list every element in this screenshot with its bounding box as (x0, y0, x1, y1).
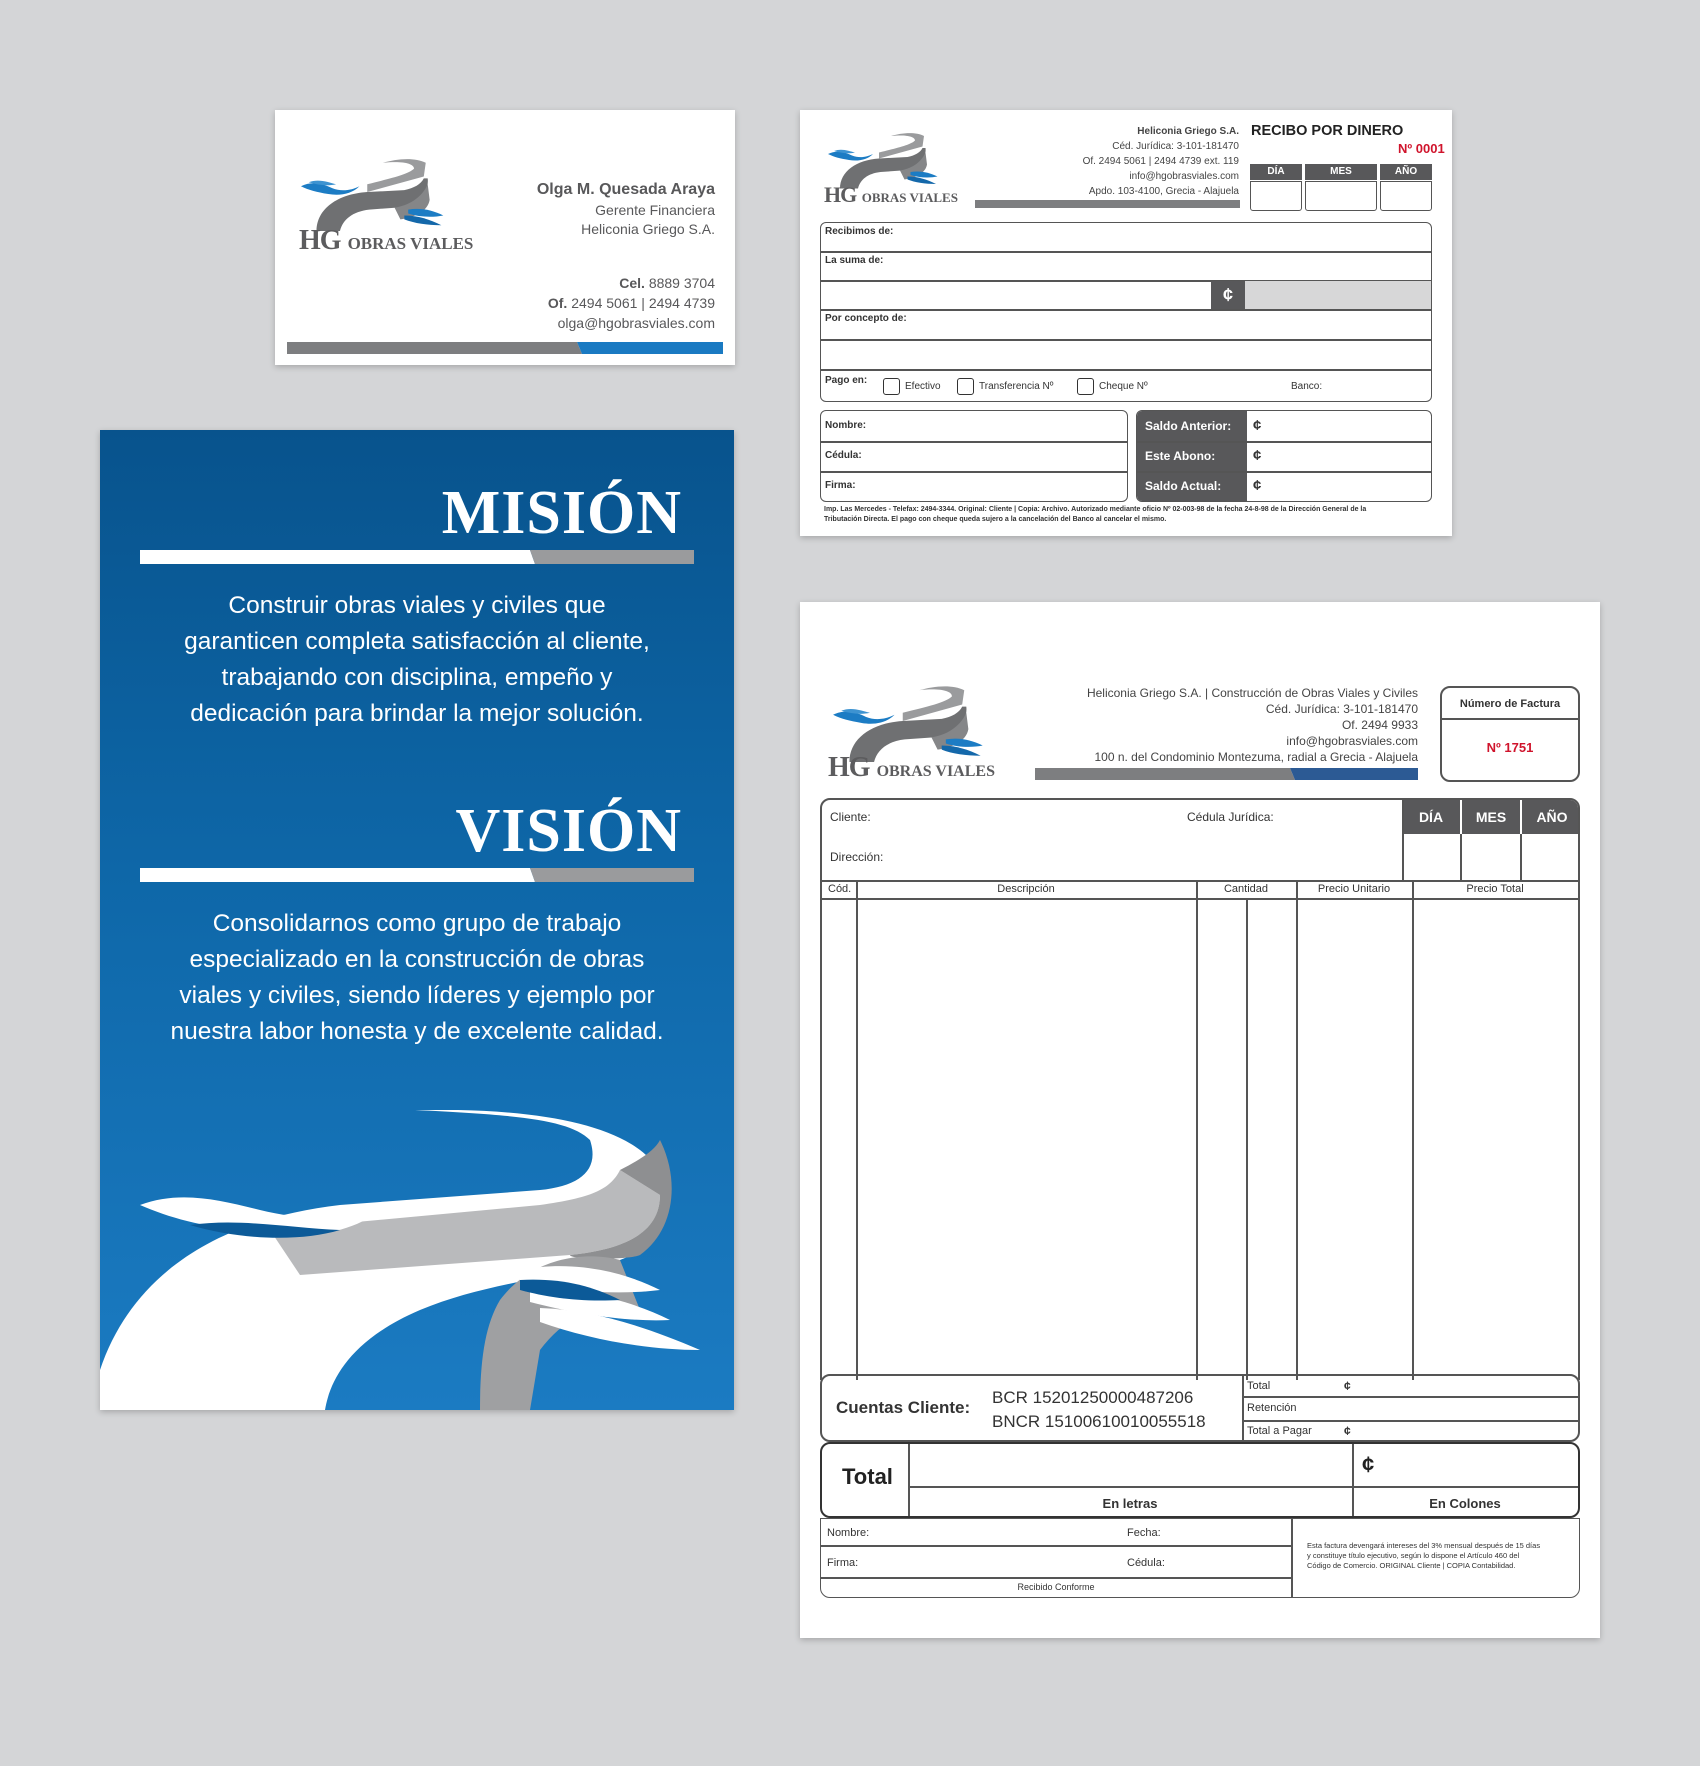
saldo-anterior-value[interactable]: ¢ (1253, 417, 1262, 434)
receipt-phones: Of. 2494 5061 | 2494 4739 ext. 119 (1082, 156, 1239, 167)
receipt-suma-label: La suma de: (825, 255, 884, 266)
invoice-company-line: Heliconia Griego S.A. | Construcción de Obras Viales y Civiles (1086, 686, 1418, 700)
business-card (275, 110, 735, 365)
receipt-date-day-input[interactable] (1250, 181, 1302, 211)
invoice-signature-box (820, 1518, 1580, 1598)
mission-text: Construir obras viales y civiles que garanticen completa satisfacción al cliente, trabajando con disciplina, empeño y dedicación para brindar la mejor solución. (184, 592, 650, 727)
saldo-actual-value[interactable]: ¢ (1253, 477, 1262, 494)
invoice-cliente-label: Cliente: (830, 810, 871, 824)
mission-title: MISIÓN (441, 479, 682, 547)
column-header-precio-unitario: Precio Unitario (1317, 883, 1391, 895)
invoice-month-header: MES (1462, 800, 1520, 834)
efectivo-checkbox[interactable] (883, 378, 900, 395)
transferencia-label: Transferencia Nº (979, 381, 1054, 392)
invoice-number: Nº 1751 (1486, 740, 1534, 755)
receipt-form (800, 110, 1452, 536)
invoice-number-box (1440, 686, 1580, 782)
vision-title: VISIÓN (455, 797, 682, 865)
receipt-date-year-header: AÑO (1380, 164, 1432, 180)
invoice-year-header: AÑO (1522, 800, 1580, 834)
card-office-phone: Of. 2494 5061 | 2494 4739 (547, 295, 715, 311)
invoice-accounts-box (820, 1374, 1580, 1442)
receipt-nombre-label: Nombre: (825, 420, 867, 431)
invoice-ced: Céd. Jurídica: 3-101-181470 (1265, 702, 1418, 716)
invoice-total-box (820, 1442, 1580, 1518)
receipt-logo: HG OBRAS VIALES (824, 130, 964, 210)
column-header-descripcion: Descripción (997, 883, 1055, 895)
subtotal-value[interactable]: ¢ (1344, 1379, 1351, 1393)
total-pagar-value[interactable]: ¢ (1344, 1424, 1351, 1438)
receipt-number: Nº 0001 (1398, 141, 1445, 156)
receipt-signature-box (820, 410, 1128, 502)
bncr-account: BNCR 15100610010055518 (992, 1412, 1206, 1431)
bcr-account: BCR 15201250000487206 (992, 1388, 1194, 1407)
invoice-items-table (820, 880, 1580, 1380)
invoice-address: 100 n. del Condominio Montezuma, radial a Grecia - Alajuela (1094, 750, 1418, 764)
hg-logo-icon (297, 155, 457, 233)
en-letras-label: En letras (1102, 1496, 1158, 1511)
invoice-day-header: DÍA (1402, 800, 1460, 834)
invoice-items-area[interactable] (822, 900, 1578, 1380)
invoice-fecha-label: Fecha: (1127, 1527, 1161, 1539)
large-logo-graphic (100, 1110, 734, 1410)
receipt-date-month-header: MES (1305, 164, 1377, 180)
receipt-footer-line1: Imp. Las Mercedes - Telefax: 2494-3344. Original: Cliente | Copia: Archivo. Autorizado mediante oficio Nº 02-003-98 de la fecha 24-8-98 de la Dirección General de la (824, 506, 1367, 513)
receipt-title: RECIBO POR DINERO (1251, 123, 1404, 139)
vision-text: Consolidarnos como grupo de trabajo especializado en la construcción de obras viales y civiles, siendo líderes y ejemplo por nuestra labor honesta y de excelente calidad. (170, 910, 664, 1045)
invoice-number-label: Número de Factura (1459, 698, 1561, 710)
este-abono-label: Este Abono: (1145, 449, 1216, 463)
vision-divider (140, 868, 694, 882)
invoice-phone: Of. 2494 9933 (1341, 718, 1418, 732)
invoice-nombre-label: Nombre: (827, 1527, 870, 1539)
total-letters-field[interactable] (910, 1444, 1350, 1486)
en-colones-label: En Colones (1429, 1496, 1501, 1511)
invoice-cedula-juridica-label: Cédula Jurídica: (1187, 810, 1274, 824)
cuentas-cliente-label: Cuentas Cliente: (836, 1398, 971, 1417)
receipt-date-day-header: DÍA (1250, 164, 1302, 180)
receipt-stripe (975, 200, 1240, 208)
card-email: olga@hgobrasviales.com (557, 315, 715, 331)
mission-vision-sheet (100, 430, 734, 1410)
column-header-cod: Cód. (828, 883, 852, 895)
efectivo-label: Efectivo (905, 381, 941, 392)
card-person-name: Olga M. Quesada Araya (536, 181, 715, 198)
receipt-amount-field[interactable] (821, 281, 1211, 309)
logo-initials: HG (299, 225, 341, 256)
recibido-conforme-label: Recibido Conforme (1017, 1582, 1095, 1592)
receipt-pago-label: Pago en: (825, 375, 868, 386)
invoice-firma-label: Firma: (827, 1557, 859, 1569)
receipt-recibimos-label: Recibimos de: (825, 226, 894, 237)
receipt-colon-symbol: ¢ (1211, 281, 1245, 309)
invoice-logo: HG OBRAS VIALES (828, 682, 1028, 792)
receipt-cedula-label: Cédula: (825, 450, 862, 461)
receipt-amount-number[interactable] (1245, 281, 1431, 309)
receipt-address: Apdo. 103-4100, Grecia - Alajuela (1088, 186, 1239, 197)
este-abono-value[interactable]: ¢ (1253, 447, 1262, 464)
cheque-checkbox[interactable] (1077, 378, 1094, 395)
column-header-cantidad: Cantidad (1223, 883, 1269, 895)
company-logo (297, 155, 477, 255)
receipt-footer-line2: Tributación Directa. El pago con cheque queda sujero a la cancelación del Banco al cancelar el mismo. (824, 516, 1167, 523)
cheque-label: Cheque Nº (1099, 381, 1148, 392)
receipt-balance-box (1136, 410, 1432, 502)
retencion-label: Retención (1247, 1402, 1297, 1414)
subtotal-label: Total (1247, 1380, 1271, 1392)
saldo-actual-label: Saldo Actual: (1145, 479, 1222, 493)
logo-name: OBRAS VIALES (347, 234, 474, 253)
receipt-email: info@hgobrasviales.com (1129, 171, 1239, 182)
transferencia-checkbox[interactable] (957, 378, 974, 395)
total-colon-symbol[interactable]: ¢ (1362, 1452, 1375, 1477)
invoice-client-box (820, 798, 1580, 882)
banco-label: Banco: (1291, 381, 1323, 392)
receipt-company: Heliconia Griego S.A. (1137, 126, 1239, 137)
card-stripe (287, 342, 723, 354)
saldo-anterior-label: Saldo Anterior: (1145, 419, 1232, 433)
total-pagar-label: Total a Pagar (1247, 1425, 1312, 1437)
mission-divider (140, 550, 694, 564)
invoice-direccion-label: Dirección: (830, 850, 884, 864)
receipt-date-box (1250, 164, 1432, 211)
receipt-main-box (820, 222, 1432, 402)
invoice-note-line1: Esta factura devengará intereses del 3% mensual después de 15 días (1307, 1541, 1541, 1550)
card-role: Gerente Financiera (595, 202, 715, 218)
column-header-precio-total: Precio Total (1466, 883, 1524, 895)
total-big-label: Total (842, 1464, 893, 1489)
invoice-email: info@hgobrasviales.com (1286, 734, 1418, 748)
hg-logo-icon (824, 130, 949, 190)
receipt-firma-label: Firma: (825, 480, 856, 491)
card-cel: Cel. 8889 3704 (619, 275, 715, 291)
receipt-ced: Céd. Jurídica: 3-101-181470 (1112, 141, 1239, 152)
invoice-stripe (1035, 768, 1418, 780)
receipt-date-year-input[interactable] (1380, 181, 1432, 211)
invoice-form (800, 602, 1600, 1638)
invoice-cedula-label: Cédula: (1127, 1557, 1165, 1569)
card-company: Heliconia Griego S.A. (581, 221, 715, 237)
invoice-note-line2: y constituye título ejecutivo, según lo dispone el Artículo 460 del (1307, 1551, 1520, 1560)
receipt-date-month-input[interactable] (1305, 181, 1377, 211)
invoice-note-line3: Código de Comercio. ORIGINAL Cliente | COPIA Contabilidad. (1307, 1561, 1516, 1570)
receipt-concepto-label: Por concepto de: (825, 313, 907, 324)
